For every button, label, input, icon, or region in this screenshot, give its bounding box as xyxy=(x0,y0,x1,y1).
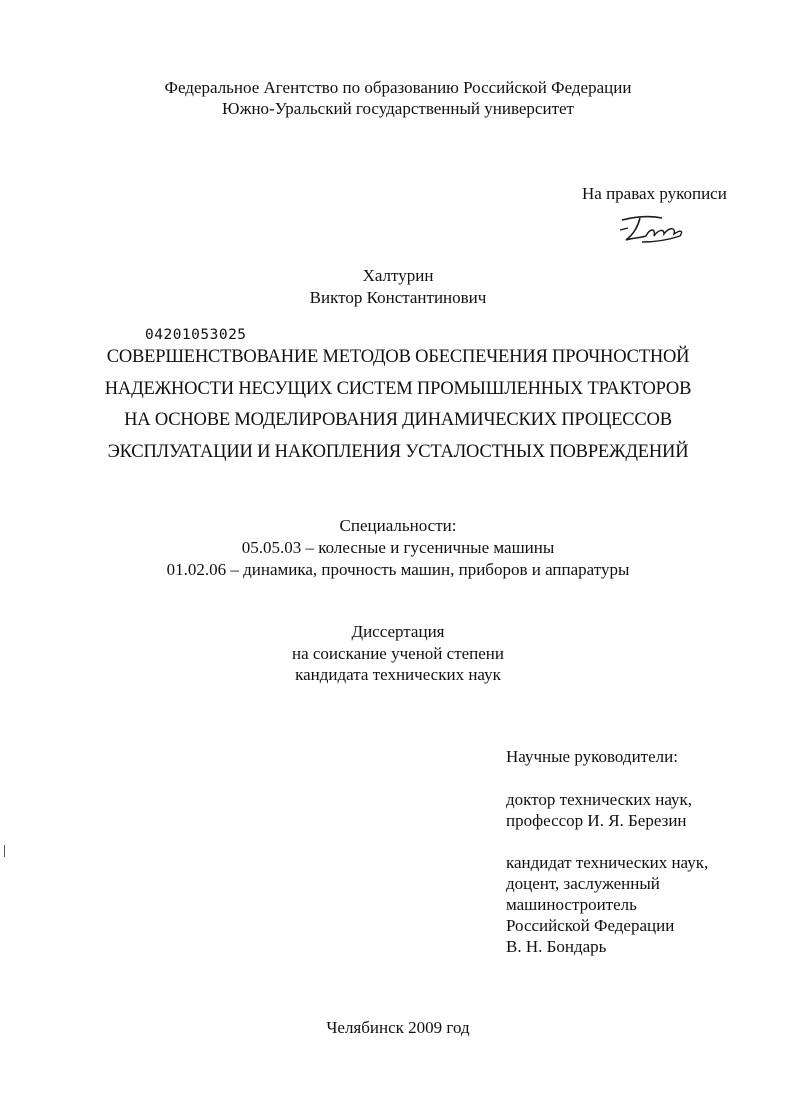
registration-number: 04201053025 xyxy=(145,327,247,343)
supervisor-1-line: доктор технических наук, xyxy=(506,790,693,809)
specialties-heading: Специальности: xyxy=(339,516,457,535)
dissertation-title-line: СОВЕРШЕНСТВОВАНИЕ МЕТОДОВ ОБЕСПЕЧЕНИЯ ПРОЧНОСТНОЙ xyxy=(106,347,690,367)
specialty-item: 01.02.06 – динамика, прочность машин, приборов и аппаратуры xyxy=(166,560,630,579)
author-surname: Халтурин xyxy=(362,266,434,285)
supervisor-2-line: кандидат технических наук, xyxy=(506,853,709,872)
specialty-item: 05.05.03 – колесные и гусеничные машины xyxy=(241,538,555,557)
supervisor-2-line: В. Н. Бондарь xyxy=(506,937,607,956)
supervisors-heading: Научные руководители: xyxy=(506,747,678,766)
dissertation-title-line: НАДЕЖНОСТИ НЕСУЩИХ СИСТЕМ ПРОМЫШЛЕННЫХ ТРАКТОРОВ xyxy=(104,379,692,399)
degree-label: Диссертация xyxy=(351,622,445,641)
dissertation-title-line: ЭКСПЛУАТАЦИИ И НАКОПЛЕНИЯ УСТАЛОСТНЫХ ПОВРЕЖДЕНИЙ xyxy=(107,442,689,462)
dissertation-title-line: НА ОСНОВЕ МОДЕЛИРОВАНИЯ ДИНАМИЧЕСКИХ ПРОЦЕССОВ xyxy=(124,410,672,430)
degree-field: кандидата технических наук xyxy=(295,665,501,684)
degree-purpose: на соискание ученой степени xyxy=(291,644,505,663)
supervisor-2-line: Российской Федерации xyxy=(506,916,675,935)
scan-margin-mark xyxy=(4,845,5,857)
supervisor-2-line: машиностроитель xyxy=(506,895,637,914)
author-name: Виктор Константинович xyxy=(309,288,487,307)
supervisor-2-line: доцент, заслуженный xyxy=(506,874,660,893)
signature-icon xyxy=(618,210,688,250)
city-year: Челябинск 2009 год xyxy=(326,1018,470,1037)
university-name: Южно-Уральский государственный университет xyxy=(222,99,574,118)
agency-name: Федеральное Агентство по образованию Российской Федерации xyxy=(164,78,632,97)
supervisor-1-line: профессор И. Я. Березин xyxy=(506,811,687,830)
manuscript-note: На правах рукописи xyxy=(582,184,727,203)
